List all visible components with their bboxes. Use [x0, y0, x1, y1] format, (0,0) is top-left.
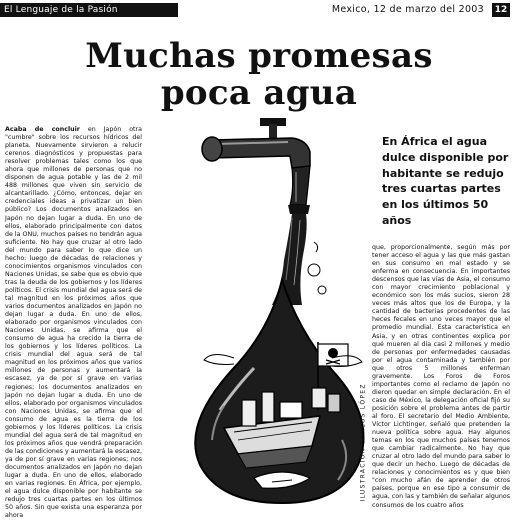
droplet-graphic	[195, 280, 363, 503]
article-body-left: en Japón otra "cumbre" sobre los recursos hídricos del planeta. Nuevamente sirvieron a relucir cerenos diagnósticos y propuestas para resolver problemas tales como los que ahora que millones de personas que no disponen de agua potable y las de 2 mil 488 millones que viven sin servicio de alcantarillado. ¿Cómo, entonces, dejar en credenciales ideas a privatizar un bien público? Los documentos analizados en Japón no dejan lugar a duda. En uno de ellos, elaborado principalmente con datos de la ONU, muchos países no tendrán agua suficiente. No hay que cruzar al otro lado del mundo para saber lo que dice un hecho: luego de décadas de relaciones y conocimientos organismos vinculados con Naciones Unidas, se sabe que es obvio que tras la deuda de los gobiernos y los líderes políticos. El crisis mundial del agua será de tal magnitud en los próximos años que varios documentos analizados en Japón no dejan lugar a duda. En uno de ellos, elaborado por organismos vinculados con Naciones Unidas, se afirma que el consumo de agua ha crecido la tierra de los gobiernos y los líderes políticos. La crisis mundial del agua será de tal magnitud en los próximos años que varios millones de personas y aumentará la escasez, ya de por sí grave en varias regiones; los documentos analizados en Japón no dejan lugar a duda. En uno de ellos, elaborado por organismos vinculados con Naciones Unidas, se afirma que el consumo de agua es la tierra de los gobiernos y los líderes políticos. La crisis mundial del agua será de tal magnitud en los próximos años que vendrá preparación de las condiciones y aumentará la escasez, ya de por sí grave en varias regiones; nos documentos analizados en Japón no dejan lugar a duda. En uno de ellos, elaborado en varias regiones. En África, por ejemplo, el agua dulce disponible por habitante se redujo tres cuartas partes en los últimos 50 años. Sin que exista una esperanza por ahora	[5, 126, 142, 520]
illustration-credit-text: ILUSTRACIÓN CARLOS LÓPEZ	[359, 383, 367, 502]
article-lead-in: Acaba de concluir	[5, 126, 80, 133]
faucet-droplet-illustration	[142, 110, 374, 503]
headline-line-2: poca agua	[160, 73, 358, 113]
illustration-credit	[358, 383, 368, 503]
article-body-right: que, proporcionalmente, según más por tener acceso el agua y las que más gastan en sus consumo en mal estado y se enferma en consecuencia. En importantes descensos que las vías de Asia, el consumo con mayor crecimiento poblacional y económico son los más sucios, sieron 28 veces más altos que los de Europa, y la cantidad de bacterias procedentes de las heces fecales en uno veces mayor que el promedio mundial. Esta característica en Asia, y en otras continentes explica por qué mueren al día casi 2 millones y medio de personas por enfermedades causadas por el agua contaminada y también por que otros 5 millones enferman gravemente. Los Foros de Foros importantes como el reclamo de Japón no dieron quedar en simple declaración. En el caso de México, la delegación oficial fijó su posición sobre el problema antes de partir al foro. El secretario del Medio Ambiente, Víctor Lichtinger, señaló que pretenden la nueva política sobre agua. Hay algunos temas en los que muchos países tenemos que cambiar radicalmente. No hay que cruzar al otro lado del mundo para saber lo que decir un hecho. Luego de décadas de relaciones y conocimientos es y que bien "con mucho afán de aprender de otros países, porque en ese tipo a consumir de agua, con las y también de señalar algunos consumos de los cuatro años	[372, 244, 510, 509]
section-label: El Lenguaje de la Pasión	[0, 3, 178, 17]
pull-quote: En África el agua dulce disponible por habitante se redujo tres cuartas partes en los últimos 50 años	[382, 135, 509, 227]
dateline: Mexico, 12 de marzo del 2003	[331, 4, 484, 15]
article-column-right	[372, 244, 510, 509]
headline-line-1: Muchas promesas	[85, 36, 433, 76]
page-header	[0, 0, 518, 20]
faucet-graphic	[202, 118, 310, 214]
article-column-left	[5, 126, 142, 520]
headline	[0, 38, 518, 112]
page-number: 12	[492, 3, 510, 17]
